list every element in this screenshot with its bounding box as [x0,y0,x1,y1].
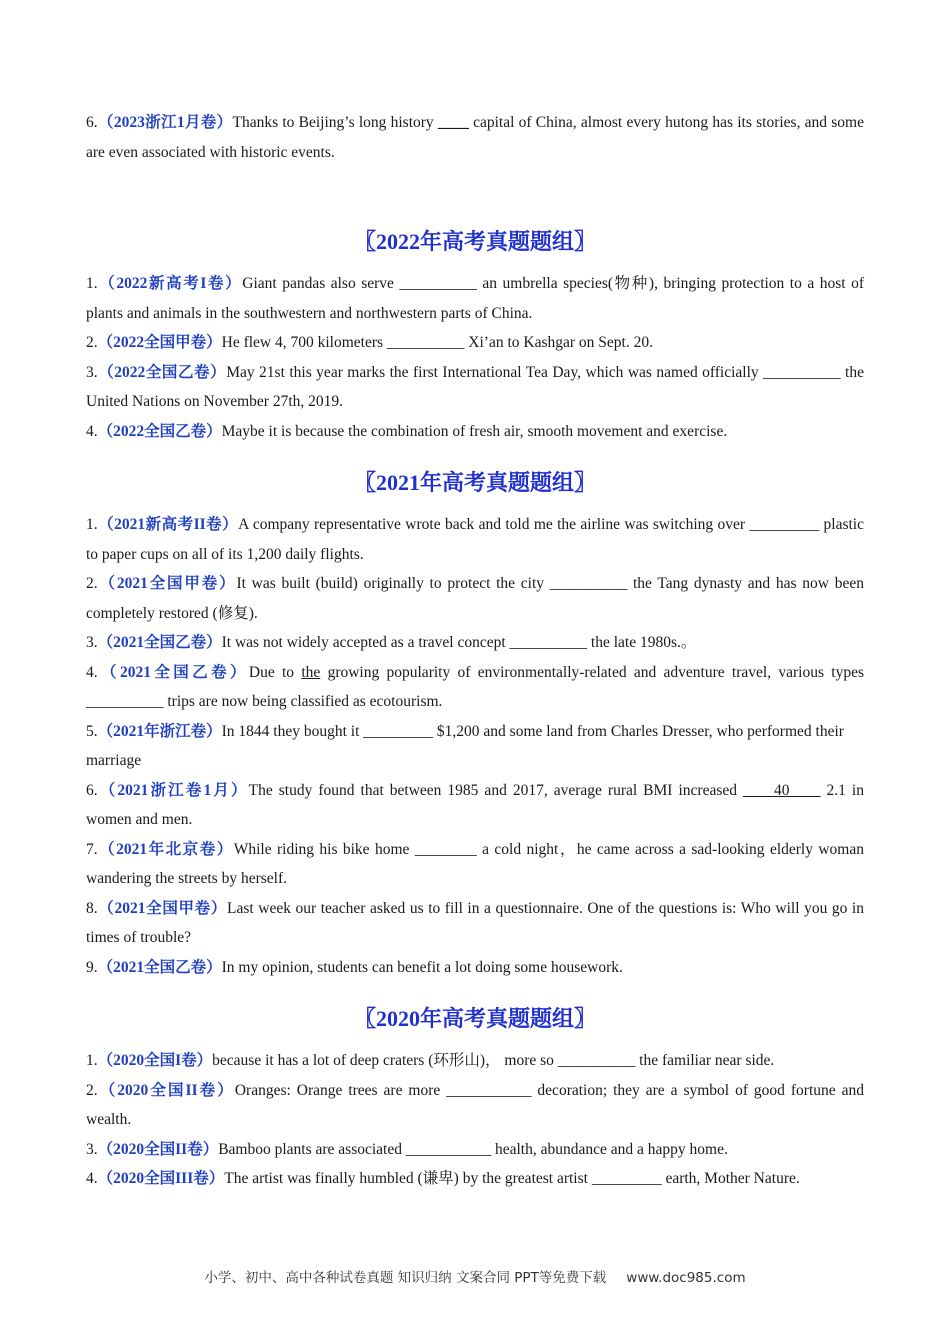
footer-text: 小学、初中、高中各种试卷真题 知识归纳 文案合同 PPT等免费下载 [204,1270,607,1286]
document-body [86,108,864,1194]
question-text: Due to [248,663,302,681]
question-number: 7. [86,840,98,858]
section-heading-2022: 〖2022年高考真题题组〗 [353,229,596,254]
question-number: 3. [86,363,98,381]
question-source-tag: （2020全国III卷） [97,1170,225,1187]
question-number: 3. [86,1140,98,1158]
question-source-tag: （2020全国I卷） [97,1052,213,1069]
question-item [86,835,864,894]
question-source-tag: （2021全国甲卷） [97,899,228,917]
question-item [86,1076,864,1135]
page-footer [0,1266,950,1286]
question-source-tag: （2022全国乙卷） [97,422,222,440]
answer-blank: ____ [437,114,469,131]
question-item [86,717,864,776]
question-number: 3. [86,634,98,651]
question-item [86,1164,864,1194]
question-number: 4. [86,663,98,681]
answer-blank-filled: ____40____ [743,781,821,799]
section-heading-2020: 〖2020年高考真题题组〗 [353,1006,596,1031]
question-text: capital of China, almost every hutong has its stories, and some are even associated with historic events. [86,114,864,161]
question-number: 9. [86,958,98,976]
question-source-tag: （2021全国乙卷） [97,663,249,681]
question-top [86,108,864,167]
question-source-tag: （2021年浙江卷） [97,722,222,740]
question-source-tag: （2022全国乙卷） [97,363,227,381]
question-item [86,658,864,717]
question-item [86,358,864,417]
question-source-tag: （2021全国乙卷） [97,634,222,651]
question-text: because it has a lot of deep craters (环形山)， more so __________ the familiar near side. [212,1052,775,1069]
question-text: The artist was finally humbled (谦卑) by the greatest artist _________ earth, Mother Nature. [224,1170,800,1187]
question-source-tag: （2021全国甲卷） [97,575,237,592]
question-item [86,569,864,628]
question-item [86,894,864,953]
question-item [86,1046,864,1076]
question-text: Last week our teacher asked us to fill in a questionnaire. One of the questions is: Who will you go in times of trouble? [86,899,864,946]
question-source-tag: （2020全国II卷） [97,1081,235,1099]
question-text: It was built (build) originally to protect the city __________ the Tang dynasty and has now been completely restored (修复). [86,575,864,622]
question-item [86,953,864,983]
question-text: Maybe it is because the combination of fresh air, smooth movement and exercise. [221,422,728,440]
question-item [86,1135,864,1165]
section-heading-2021: 〖2021年高考真题题组〗 [353,470,596,495]
question-text: Thanks to Beijing’s long history [232,114,438,131]
question-source-tag: （2020全国II卷） [97,1140,219,1158]
question-text: Oranges: Orange trees are more ___________ decoration; they are a symbol of good fortune and wealth. [86,1081,864,1128]
question-number: 2. [86,334,98,351]
question-text: Giant pandas also serve __________ an umbrella species(物种), bringing protection to a host of plants and animals in the southwestern and northwestern parts of China. [86,275,864,322]
question-text: growing popularity of environmentally-related and adventure travel, various types __________ trips are now being classified as ecotourism. [86,663,864,710]
question-item [86,417,864,447]
question-source-tag: （2021全国乙卷） [97,958,222,976]
question-number: 1. [86,1052,98,1069]
question-text: Bamboo plants are associated ___________ health, abundance and a happy home. [218,1140,728,1158]
question-source-tag: （2021新高考II卷） [97,516,239,533]
question-number: 2. [86,575,98,592]
question-item [86,776,864,835]
question-text: He flew 4, 700 kilometers __________ Xi’an to Kashgar on Sept. 20. [221,334,653,351]
question-text: The study found that between 1985 and 2017, average rural BMI increased [248,781,744,799]
question-item [86,510,864,569]
question-item [86,269,864,328]
question-number: 6. [86,114,98,131]
question-source-tag: （2021年北京卷） [97,840,234,858]
question-text: May 21st this year marks the first International Tea Day, which was named officially __________ the United Nations on November 27th, 2019. [86,363,864,410]
question-text: 2.1 in women and men. [86,781,864,828]
question-item [86,328,864,358]
question-number: 8. [86,899,98,917]
question-text: It was not widely accepted as a travel concept __________ the late 1980s.。 [221,634,697,651]
question-item [86,628,864,658]
question-number: 1. [86,516,98,533]
question-source-tag: （2023浙江1月卷） [97,114,233,131]
question-number: 2. [86,1081,98,1099]
question-text: In 1844 they bought it _________ $1,200 and some land from Charles Dresser, who performed their marriage [86,722,844,769]
underlined-word: the [301,663,321,681]
question-text: While riding his bike home ________ a cold night，he came across a sad-looking elderly woman wandering the streets by herself. [86,840,864,887]
question-text: A company representative wrote back and told me the airline was switching over _________ plastic to paper cups on all of its 1,200 daily flights. [86,516,864,563]
question-source-tag: （2021浙江卷1月） [97,781,249,799]
question-source-tag: （2022全国甲卷） [97,334,222,351]
question-number: 1. [86,275,98,292]
footer-site-link[interactable]: www.doc985.com [626,1270,746,1286]
question-number: 4. [86,422,98,440]
question-number: 6. [86,781,98,799]
question-number: 5. [86,722,98,740]
question-text: In my opinion, students can benefit a lot doing some housework. [221,958,623,976]
question-number: 4. [86,1170,98,1187]
question-source-tag: （2022新高考I卷） [97,275,243,292]
